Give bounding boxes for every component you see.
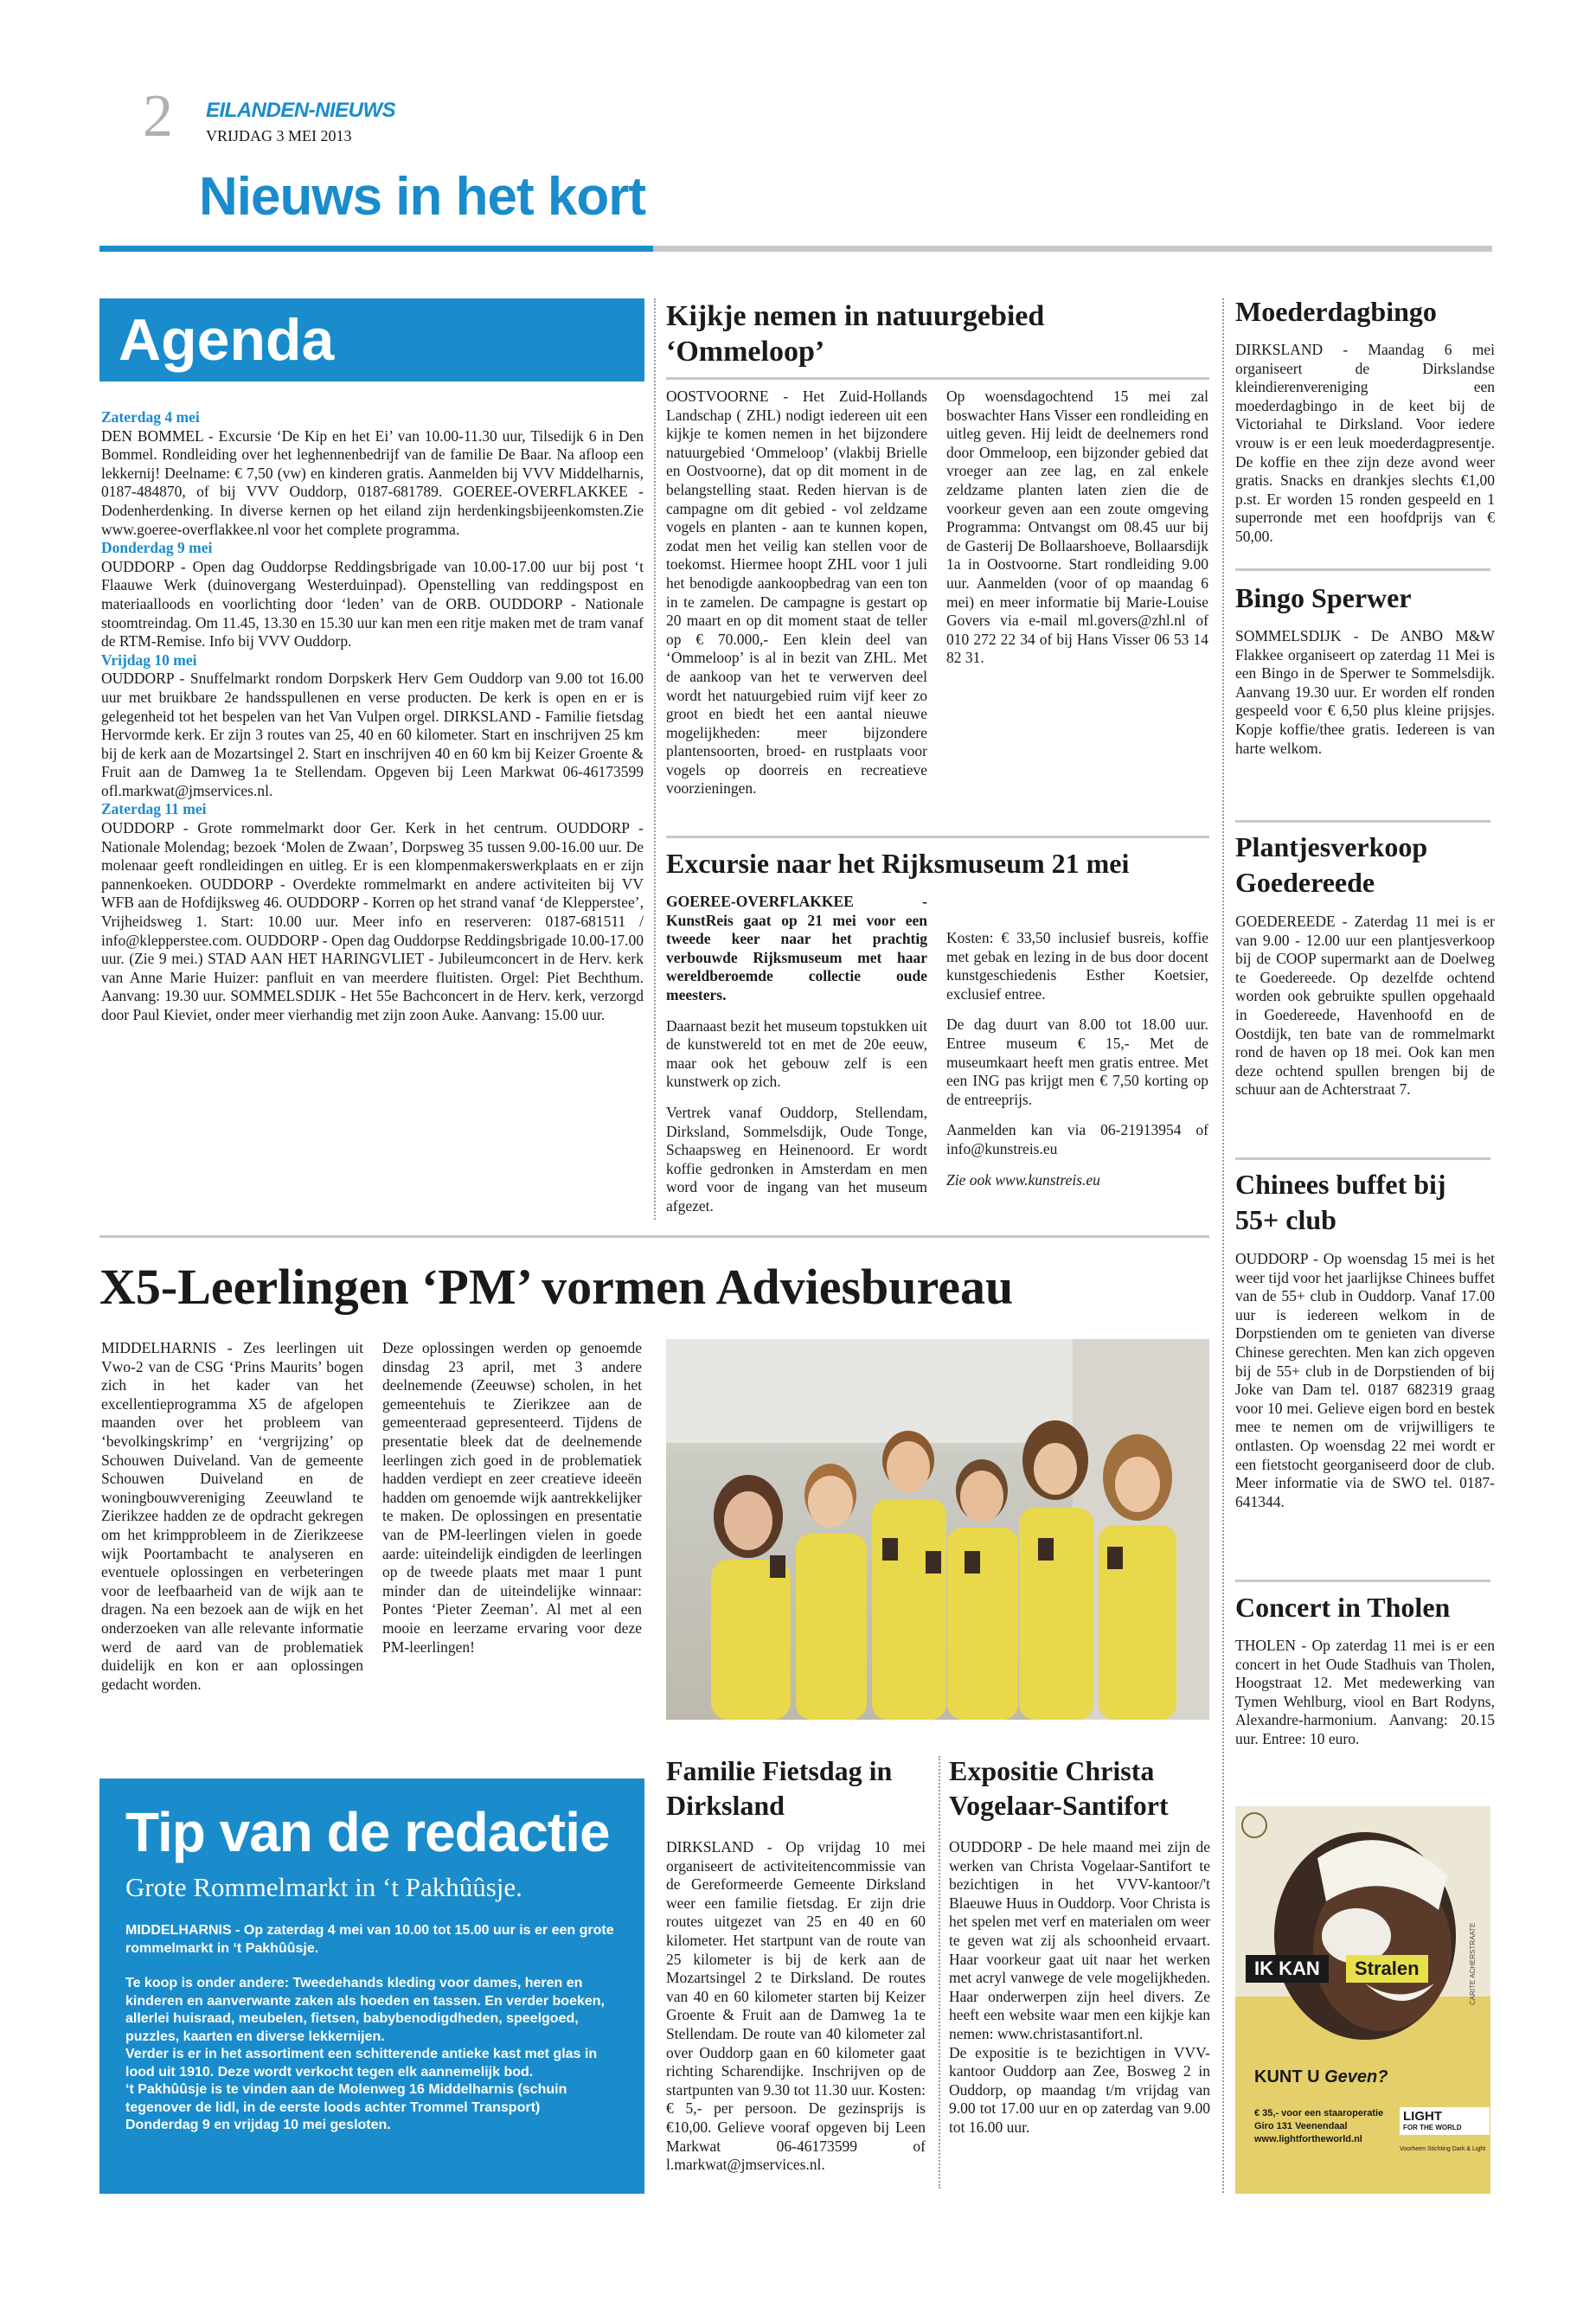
sidebar-item: [1235, 830, 1495, 1099]
agenda-date: Donderdag 9 mei: [101, 539, 213, 557]
ommeloop-col-2: Op woensdagochtend 15 mei zal boswachter Hans Visser een rondleiding en uitleg geven. Hij leidt de deelnemers rond door Ommeloop, een bijzonder gebied dat vroeger aan zee lag, en zal enkele zeldzame planten laten zien die de voorkeur geven aan een zoute omgeving Programma: Ontvangst om 08.45 uur bij de Gasterij De Bollaarshoeve, Bollaarsdijk 1a in Oostvoorne. Start rondleiding 9.00 uur. Aanmelden (voor of op maandag 6 mei) en meer informatie bij Marie-Louise Govers via e-mail ml.govers@zhl.nl of 010 272 22 34 of bij Hans Visser 06 53 14 82 31.: [946, 388, 1208, 667]
sidebar-title: Bingo Sperwer: [1235, 582, 1412, 613]
ommeloop-col-1: OOSTVOORNE - Het Zuid-Hollands Landschap ( ZHL) nodigt iedereen uit een kijkje te komen nemen in het bijzondere natuurgebied ‘Ommeloop’ (vlakbij Brielle en Oostvoorne), dat op dit moment in de belangstelling staat. Reden hiervan is de campagne om dit gebied - vol zeldzame vogels en planten - aan te kunnen kopen, zodat men het veilig kan stellen voor de toekomst. Hiermee hoopt ZHL voor 1 juli het benodigde aankoopbedrag van een ton in te zamelen. De campagne is gestart op 20 maart en op dit moment staat de teller op € 70.000,- Een klein deel van ‘Ommeloop’ is al in bezit van ZHL. Met de aankoop van het te verwerven deel wordt het natuurgebied ruim vijf keer zo groot en biedt het een aantal nieuwe mogelijkheden: meer bijzondere plantensoorten, broed- en rustplaats voor vogels op doorreis en recreatieve voorzieningen.: [666, 388, 927, 798]
x5-col-1: MIDDELHARNIS - Zes leerlingen uit Vwo-2 van de CSG ‘Prins Maurits’ bogen zich in het kader van het excellentieprogramma X5 de afgelopen maanden over het probleem van ‘bevolkingskrimp’ en ‘vergrijzing’ op Schouwen Duiveland. Van de gemeente Schouwen Duiveland en de woningbouwvereniging Zeeuwland te Zierikzee hadden ze de opdracht gekregen om het krimpprobleem in de Zierikzeese wijk Poortambacht te analyseren en eventuele oplossingen en verbeteringen voor de leefbaarheid van de wijk aan te dragen. Na een bezoek aan de wijk en het onderzoeken van alle relevante informatie werd de aard van de problematiek duidelijk en kon er aan oplossingen gedacht worden.: [101, 1339, 363, 1693]
agenda-title: Agenda: [119, 307, 335, 373]
rijksmuseum-top-rule: [666, 836, 1209, 838]
tip-subtitle: Grote Rommelmarkt in ‘t Pakhûûsje.: [125, 1872, 522, 1902]
sidebar-text: GOEDEREEDE - Zaterdag 11 mei is er van 9.00 - 12.00 uur een plantjesverkoop bij de COOP supermarkt aan de Doelweg te Goedereede. Op dezelfde ochtend worden ook gebruikte spullen opgehaald in Goedereede, Havenhoofd en de Oostdijk, ten bate van de rommelmarkt rond de haven op 18 mei. Ook kan men deze ochtend spullen brengen bij de schuur aan de Achterstraat 7.: [1235, 913, 1495, 1099]
sidebar-title: Concert in Tholen: [1235, 1592, 1451, 1623]
ad-tagline: Voorheen Stichting Dark & Light: [1400, 2146, 1486, 2152]
agenda-day: [101, 539, 644, 651]
ad-logo-sub: FOR THE WORLD: [1403, 2124, 1462, 2131]
agenda-text: OUDDORP - Grote rommelmarkt door Ger. Kerk in het centrum. OUDDORP - Nationale Molendag; bezoek ‘Molen de Zwaan’, Dorpsweg 35 tussen 9.00-16.00 uur. De molenaar geeft rondleidingen en uitleg. Er is een klompenmakerswerkplaats en er zijn pannenkoeken. OUDDORP - Overdekte rommelmarkt en andere activiteiten bij VV WFB aan de Hofdijksweg 46. OUDDORP - Korren op het strand vanaf ‘de Klepperstee’, Vrijheidsweg 1. Start: 10.00 uur. Meer info en reserveren: 0187-681511 / info@klepperstee.com. OUDDORP - Open dag Ouddorpse Reddingsbrigade 10.00-17.00 uur. (Zie 9 mei.) STAD AAN HET HARINGVLIET - Jubileumconcert in de Herv. kerk van Anne Marie Huizer: panfluit en van meerdere fluitisten. Orgel: Piet Bechthum. Aanvang: 19.30 uur. SOMMELSDIJK - Het 55e Bachconcert in de Herv. kerk, verzorgd door Paul Kieviet, onder meer vierhandig met zijn zoon Auke. Aanvang: 15.00 uur.: [101, 819, 644, 1023]
sidebar-text: THOLEN - Op zaterdag 11 mei is er een concert in het Oude Stadhuis van Tholen, Hoogstraat 12. Met medewerking van Tymen Wehlburg, viool en Bart Rodyns, Alexandre-harmonium. Aanvang: 20.15 uur. Entree: 10 euro.: [1235, 1637, 1495, 1747]
fietsdag-title: Familie Fietsdag in Dirksland: [666, 1755, 893, 1821]
tip-title: Tip van de redactie: [125, 1801, 610, 1863]
ad-ik-kan: IK KAN: [1246, 1955, 1329, 1983]
column-divider: [939, 1756, 940, 2189]
sidebar-text: DIRKSLAND - Maandag 6 mei organiseert de Dirkslandse kleindierenvereniging een moederdagbingo in de keet bij de Victoriahal te Dirksland. Voor iedere vrouw is er een leuk moederdagpresentje. De koffie en thee zijn deze avond weer gratis. Snacks en drankjes slechts €1,00 p.st. Er worden 15 ronden gespeeld en 1 superronde met een hoofdprijs van € 50,00.: [1235, 341, 1495, 545]
ad-logo: [1400, 2107, 1490, 2135]
x5-col-2: Deze oplossingen werden op genoemde dinsdag 23 april, met 3 andere deelnemende (Zeeuwse) scholen, in het gemeentehuis te Zierikzee aan de gemeenteraad gepresenteerd. Tijdens de presentatie bleek dat de deelnemende leerlingen zich goed in de problematiek hadden verdiept en zeer creatieve ideeën hadden om genoemde wijk aantrekkelijker te maken. De oplossingen en presentatie van de PM-leerlingen vielen in goede aarde: uiteindelijk eindigden de leerlingen op de tweede plaats met maar 1 punt minder dan de uiteindelijke winnaar: Pontes ‘Pieter Zeeman’. Al met al een mooie en leerzame ervaring voor deze PM-leerlingen!: [382, 1339, 642, 1656]
students-photo: [666, 1339, 1209, 1720]
agenda-date: Vrijdag 10 mei: [101, 651, 197, 669]
tip-body: [125, 1922, 620, 2135]
agenda-date: Zaterdag 11 mei: [101, 800, 207, 818]
sidebar-item: [1235, 1590, 1495, 1749]
agenda-day: [101, 408, 644, 539]
agenda-date: Zaterdag 4 mei: [101, 408, 200, 426]
tip-paragraph: Donderdag 9 en vrijdag 10 mei gesloten.: [125, 2118, 391, 2132]
rijksmuseum-paragraph: Vertrek vanaf Ouddorp, Stellendam, Dirksland, Sommelsdijk, Oude Tonge, Schaapsweg en Heinenoord. Er wordt koffie gedronken in Amsterdam en men word voor de ingang van het museum afgezet.: [666, 1103, 927, 1215]
rijksmuseum-title: Excursie naar het Rijksmuseum 21 mei: [666, 848, 1130, 879]
light-for-the-world-ad: [1235, 1806, 1490, 2194]
rijksmuseum-paragraph: Aanmelden kan via 06-21913954 of info@kunstreis.eu: [946, 1121, 1208, 1157]
paper-name: EILANDEN-NIEUWS: [206, 99, 396, 122]
tip-paragraph: Verder is er in het assortiment een schitterende antieke kast met glas in lood uit 1910. Deze wordt verkocht tegen elk aannemelijk bod.: [125, 2047, 598, 2080]
sidebar-rule: [1235, 1580, 1490, 1582]
tip-box: [99, 1779, 644, 2194]
sidebar-rule: [1235, 568, 1490, 571]
tip-paragraph: MIDDELHARNIS - Op zaterdag 4 mei van 10.00 tot 15.00 uur is er een grote rommelmarkt in ‘t Pakhûûsje.: [125, 1923, 614, 1956]
tip-paragraph: ‘t Pakhûûsje is te vinden aan de Molenweg 16 Middelharnis (schuin tegenover de lidl, in de eerste loods achter Trommel Transport): [125, 2082, 567, 2115]
expositie-paragraph: OUDDORP - De hele maand mei zijn de werken van Christa Vogelaar-Santifort te bezichtigen in het VVV-kantoor/'t Blaeuwe Huus in Ouddorp. Voor Christa is het spelen met verf en materialen om weer te geven wat zij als schoonheid ervaart. Haar voorkeur gaat uit naar het werken met acryl vanwege de vele mogelijkheden. Haar onderwerpen zijn heel divers. Ze heeft een website waar men een kijkje kan nemen: www.christasantifort.nl.: [949, 1838, 1210, 2042]
expositie-text: [949, 1838, 1210, 2138]
ad-geven-text: Geven?: [1324, 2067, 1388, 2086]
agenda-text: DEN BOMMEL - Excursie ‘De Kip en het Ei’ van 10.00-11.30 uur, Tilsedijk 6 in Den Bommel. Rondleiding over het leghennenbedrijf van de familie De Baar. Na afloop een lekkernij! Deelname: € 7,50 (vw) en kinderen gratis. Aanmelden bij VVV Middelharnis, 0187-484870, of bij VVV Ouddorp, 0187-681789. GOEREE-OVERFLAKKEE - Dodenherdenking. In diverse kernen op het eiland zijn herdenkingsbijeenkomsten.Zie www.goeree-overflakkee.nl voor het complete programma.: [101, 426, 644, 538]
ad-vertical-credit: CARITE ACHERSTRAATE: [1469, 1922, 1477, 2005]
ad-kunt-u: [1254, 2067, 1388, 2087]
rijksmuseum-col-2: [946, 929, 1208, 1189]
expositie-paragraph: De expositie is te bezichtigen in VVV-kantoor Ouddorp aan Zee, Bosweg 2 in Ouddorp, op maandag t/m vrijdag van 9.00 tot 17.00 uur en op zaterdag van 9.00 tot 16.00 uur.: [949, 2043, 1210, 2136]
fietsdag-text: DIRKSLAND - Op vrijdag 10 mei organiseert de activiteitencommissie van de Gereformeerde Gemeente Dirksland weer een familie fietsdag. Er zijn drie routes uitgezet van 25 en 40 en 60 kilometer. Het startpunt van de route van 25 kilometer is bij de kerk aan de Mozartsingel 2 te Dirksland. De routes van 40 en 60 kilometer starten bij Keizer Groente & Fruit aan de Damweg 1a te Stellendam. De route van 40 kilometer zal over Ouddorp gaan en 60 kilometer gaat richting Scharendijke. Inschrijven op de startpunten van 9.30 tot 11.30 uur. Kosten: € 5,- per persoon. De gezinsprijs is €10,00. Gelieve vooraf opgeven bij Leen Markwat 06-46173599 of l.markwat@jmservices.nl.: [666, 1838, 926, 2174]
ommeloop-top-rule: [666, 377, 1209, 380]
ommeloop-title: Kijkje nemen in natuurgebied ‘Ommeloop’: [666, 300, 1045, 368]
ad-line: Giro 131 Veenendaal: [1254, 2121, 1348, 2131]
masthead-rule-blue: [99, 246, 653, 252]
rijksmuseum-website: Zie ook www.kunstreis.eu: [946, 1170, 1100, 1189]
sidebar-text: SOMMELSDIJK - De ANBO M&W Flakkee organiseert op zaterdag 11 Mei is een Bingo in de Sperwer te Sommelsdijk. Aanvang 19.30 uur. Er worden elf ronden gespeeld voor € 6,50 plus kleine prijsjes. Kopje koffie/thee gratis. Iedereen is van harte welkom.: [1235, 627, 1495, 757]
column-divider: [1222, 298, 1224, 2193]
page-number: 2: [143, 83, 173, 150]
section-title: Nieuws in het kort: [199, 167, 645, 227]
rijksmuseum-lead: GOEREE-OVERFLAKKEE - KunstReis gaat op 21 mei voor een tweede keer naar het prachtig verbouwde Rijksmuseum met haar wereldberoemde collectie oude meesters.: [666, 893, 927, 1003]
sidebar-text: OUDDORP - Op woensdag 15 mei is het weer tijd voor het jaarlijkse Chinees buffet van de 55+ club in Ouddorp. Vanaf 17.00 uur is iedereen welkom in de Dorpstienden om te genieten van diverse Chinese gerechten. Men kan zich opgeven bij de 55+ club in de Dorpstienden of bij Joke van Dam tel. 0187 682319 graag voor 10 mei. Gelieve eigen bord en bestek mee te nemen om de vrijwilligers te ontlasten. Op woensdag 22 mei wordt er een fietstocht georganiseerd door de club. Meer informatie via de SWO tel. 0187-641344.: [1235, 1250, 1495, 1510]
ad-logo-name: LIGHT: [1403, 2109, 1442, 2124]
ad-line: www.lightfortheworld.nl: [1254, 2134, 1362, 2144]
sidebar-item: [1235, 580, 1495, 758]
agenda-list: [101, 408, 644, 1025]
agenda-text: OUDDORP - Snuffelmarkt rondom Dorpskerk Herv Gem Ouddorp van 9.00 tot 16.00 uur met bruikbare 2e handsspullenen en verse producten. De kerk is open en er is gelegenheid tot het bespelen van het Van Vulpen orgel. DIRKSLAND - Familie fietsdag Hervormde kerk. Er zijn 3 routes van 25, 40 en 60 kilometer. Start en inschrijven 25 km bij de kerk aan de Mozartsingel 2. Start en inschrijven 40 en 60 km bij Keizer Groente & Fruit aan de Damweg 1a te Stellendam. Opgeven bij Leen Markwat 06-46173599 ofl.markwat@jmservices.nl.: [101, 670, 644, 799]
sidebar-rule: [1235, 820, 1490, 823]
issue-date: VRIJDAG 3 MEI 2013: [206, 127, 352, 144]
rijksmuseum-paragraph: Daarnaast bezit het museum topstukken uit de kunstwereld tot en met de 20e eeuw, maar ook het gebouw zelf is een kunstwerk op zich.: [666, 1016, 927, 1091]
sidebar-item: [1235, 294, 1495, 547]
rijksmuseum-paragraph: De dag duurt van 8.00 tot 18.00 uur. Entree museum € 15,- Met de museumkaart heeft men gratis entree. Met een ING pas krijgt men € 7,50 korting op de entreeprijs.: [946, 1016, 1208, 1108]
expositie-title: Expositie Christa Vogelaar-Santifort: [949, 1755, 1169, 1821]
ad-stralen: Stralen: [1346, 1955, 1428, 1983]
rijksmuseum-col-1: [666, 893, 927, 1216]
sidebar-title: Chinees buffet bij 55+ club: [1235, 1169, 1446, 1235]
agenda-text: OUDDORP - Open dag Ouddorpse Reddingsbrigade van 10.00-17.00 uur bij post ‘t Flaauwe Werk (duinovergang Westerduinpad). Openstelling van reddingspost en materiaalloods en voorlichting door ‘leden’ van de ORB. OUDDORP - Nationale stoomtreindag. Om 11.45, 13.30 en 15.30 uur kan men een ritje maken met de tram vanaf de RTM-Remise. Info bij VVV Ouddorp.: [101, 557, 644, 651]
ad-contact: [1254, 2107, 1383, 2146]
masthead-rule-gray: [653, 246, 1492, 252]
x5-title: X5-Leerlingen ‘PM’ vormen Adviesbureau: [99, 1259, 1014, 1315]
agenda-day: [101, 651, 644, 801]
agenda-day: [101, 800, 644, 1024]
sidebar-rule: [1235, 1157, 1490, 1160]
column-divider: [654, 298, 656, 1220]
x5-top-rule: [99, 1235, 1209, 1238]
sidebar-title: Moederdagbingo: [1235, 296, 1437, 327]
rijksmuseum-paragraph: Kosten: € 33,50 inclusief busreis, koffie met gebak en lezing in de bus door docent kunstgeschiedenis Esther Koetsier, exclusief entree.: [946, 929, 1208, 1003]
sidebar-item: [1235, 1167, 1495, 1511]
tip-paragraph: Te koop is onder andere: Tweedehands kleding voor dames, heren en kinderen en aanverwante zaken als hoeden en tassen. En verder boeken, allerlei huisraad, meubelen, fietsen, babybenodigdheden, speelgoed, puzzles, kaarten en diverse lekkernijen.: [125, 1976, 605, 2044]
ad-kunt-u-text: KUNT U: [1254, 2067, 1320, 2086]
sidebar-title: Plantjesverkoop Goedereede: [1235, 831, 1428, 898]
ad-line: € 35,- voor een staaroperatie: [1254, 2108, 1384, 2118]
